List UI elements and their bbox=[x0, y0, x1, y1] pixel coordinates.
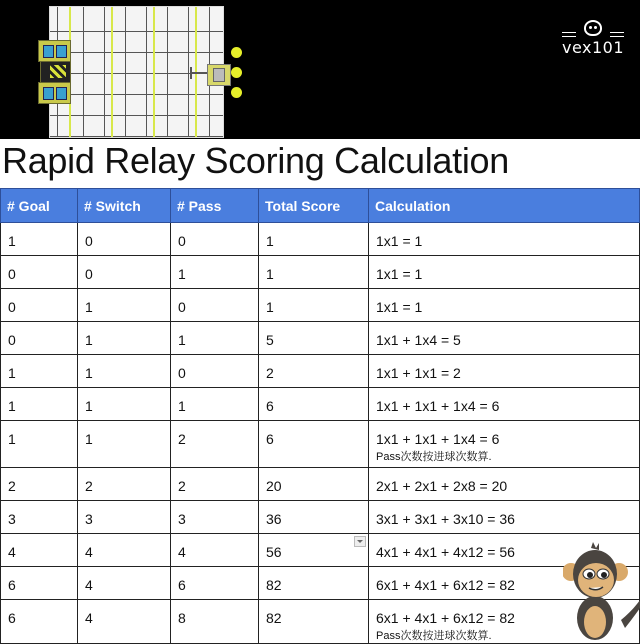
cell-pass: 4 bbox=[171, 534, 259, 567]
cell-goal: 3 bbox=[1, 501, 78, 534]
page-title: Rapid Relay Scoring Calculation bbox=[2, 140, 509, 181]
cell-total: 82 bbox=[259, 600, 369, 644]
robot-icon bbox=[207, 64, 231, 86]
cell-goal: 1 bbox=[1, 355, 78, 388]
goal-bottom bbox=[38, 82, 71, 104]
monkey-face-icon bbox=[584, 20, 602, 36]
vex101-logo bbox=[558, 20, 628, 57]
cell-total: 82 bbox=[259, 567, 369, 600]
cell-calc: 4x1 + 4x1 + 4x12 = 56 bbox=[369, 534, 640, 567]
cell-total: 1 bbox=[259, 256, 369, 289]
cell-pass: 2 bbox=[171, 468, 259, 501]
cell-pass: 0 bbox=[171, 223, 259, 256]
table-header-row bbox=[1, 189, 640, 223]
ball-icon bbox=[231, 47, 242, 58]
field-line bbox=[111, 7, 113, 138]
table-row bbox=[1, 501, 640, 534]
table-row bbox=[1, 534, 640, 567]
cell-total: 6 bbox=[259, 388, 369, 421]
table-row bbox=[1, 223, 640, 256]
cell-switch: 1 bbox=[78, 388, 171, 421]
cell-goal: 1 bbox=[1, 388, 78, 421]
ball-icon bbox=[231, 67, 242, 78]
cell-switch: 0 bbox=[78, 223, 171, 256]
table-row bbox=[1, 567, 640, 600]
cell-goal: 6 bbox=[1, 600, 78, 644]
cell-pass: 8 bbox=[171, 600, 259, 644]
cell-goal: 6 bbox=[1, 567, 78, 600]
cell-pass: 0 bbox=[171, 355, 259, 388]
field-line bbox=[153, 7, 155, 138]
cell-pass: 3 bbox=[171, 501, 259, 534]
cell-total: 5 bbox=[259, 322, 369, 355]
cell-switch: 4 bbox=[78, 567, 171, 600]
cell-goal: 0 bbox=[1, 256, 78, 289]
cell-goal: 4 bbox=[1, 534, 78, 567]
table-row bbox=[1, 256, 640, 289]
cell-pass: 1 bbox=[171, 388, 259, 421]
logo-text: vex101 bbox=[561, 38, 625, 57]
cell-calc: 3x1 + 3x1 + 3x10 = 36 bbox=[369, 501, 640, 534]
cell-switch: 2 bbox=[78, 468, 171, 501]
cell-calc: 2x1 + 2x1 + 2x8 = 20 bbox=[369, 468, 640, 501]
cell-pass: 0 bbox=[171, 289, 259, 322]
cell-switch: 4 bbox=[78, 534, 171, 567]
table-row bbox=[1, 289, 640, 322]
header-calculation: Calculation bbox=[369, 189, 640, 223]
switch-icon bbox=[40, 61, 71, 83]
cell-switch: 0 bbox=[78, 256, 171, 289]
cell-total: 2 bbox=[259, 355, 369, 388]
ball-icon bbox=[231, 87, 242, 98]
cell-total: 1 bbox=[259, 223, 369, 256]
header-total-score: Total Score bbox=[259, 189, 369, 223]
cell-goal: 1 bbox=[1, 421, 78, 468]
cell-total: 6 bbox=[259, 421, 369, 468]
cell-pass: 1 bbox=[171, 322, 259, 355]
cell-total-value: 56 bbox=[266, 544, 282, 560]
header-goal: # Goal bbox=[1, 189, 78, 223]
table-row bbox=[1, 388, 640, 421]
goal-top bbox=[38, 40, 71, 62]
cell-calc: 1x1 = 1 bbox=[369, 223, 640, 256]
cell-pass: 6 bbox=[171, 567, 259, 600]
cell-calc: 6x1 + 4x1 + 6x12 = 82 bbox=[369, 567, 640, 600]
calc-note: Pass次数按进球次数算. bbox=[376, 451, 492, 463]
scoring-table bbox=[0, 188, 640, 644]
calc-formula: 6x1 + 4x1 + 6x12 = 82 bbox=[376, 610, 515, 626]
monkey-mascot-icon bbox=[563, 540, 640, 640]
cell-total: 36 bbox=[259, 501, 369, 534]
cell-goal: 0 bbox=[1, 322, 78, 355]
cell-switch: 1 bbox=[78, 289, 171, 322]
table-row bbox=[1, 468, 640, 501]
cell-pass: 1 bbox=[171, 256, 259, 289]
header-pass: # Pass bbox=[171, 189, 259, 223]
table-row bbox=[1, 322, 640, 355]
cell-calc: 1x1 + 1x4 = 5 bbox=[369, 322, 640, 355]
cell-calc bbox=[369, 421, 640, 468]
cell-switch: 1 bbox=[78, 421, 171, 468]
cell-goal: 0 bbox=[1, 289, 78, 322]
robot-arm bbox=[191, 72, 207, 74]
header-switch: # Switch bbox=[78, 189, 171, 223]
table-row bbox=[1, 421, 640, 468]
cell-calc: 1x1 = 1 bbox=[369, 289, 640, 322]
cell-pass: 2 bbox=[171, 421, 259, 468]
cell-calc: 1x1 = 1 bbox=[369, 256, 640, 289]
cell-total: 1 bbox=[259, 289, 369, 322]
cell-switch: 3 bbox=[78, 501, 171, 534]
cell-goal: 1 bbox=[1, 223, 78, 256]
table-row bbox=[1, 355, 640, 388]
calc-formula: 1x1 + 1x1 + 1x4 = 6 bbox=[376, 431, 500, 447]
table-row bbox=[1, 600, 640, 644]
video-banner bbox=[0, 0, 640, 139]
cell-switch: 1 bbox=[78, 322, 171, 355]
dropdown-arrow-icon[interactable] bbox=[354, 536, 366, 547]
cell-switch: 4 bbox=[78, 600, 171, 644]
cell-calc: 1x1 + 1x1 + 1x4 = 6 bbox=[369, 388, 640, 421]
cell-calc: 1x1 + 1x1 = 2 bbox=[369, 355, 640, 388]
cell-total: 20 bbox=[259, 468, 369, 501]
calc-note: Pass次数按进球次数算. bbox=[376, 630, 492, 642]
cell-switch: 1 bbox=[78, 355, 171, 388]
cell-goal: 2 bbox=[1, 468, 78, 501]
cell-total bbox=[259, 534, 369, 567]
